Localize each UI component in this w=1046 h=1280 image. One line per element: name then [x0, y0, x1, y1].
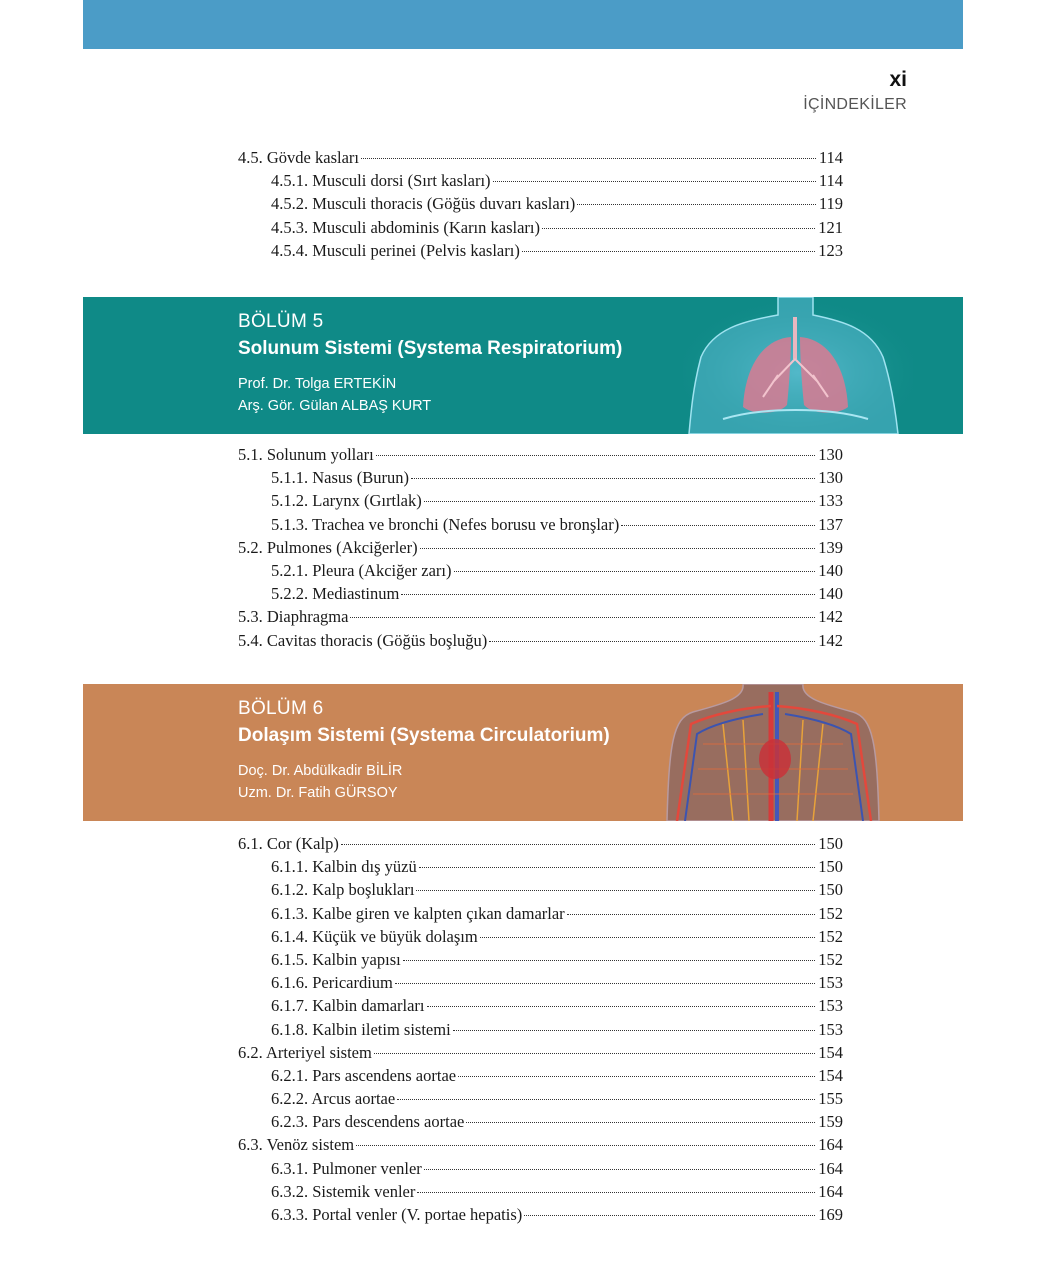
toc-entry [238, 538, 843, 561]
toc-entry [238, 1159, 843, 1182]
toc-entry-page: 133 [818, 491, 843, 511]
toc-entry-title: 6.3. Venöz sistem [238, 1135, 355, 1155]
toc-dot-leader [567, 914, 816, 915]
toc-entry-page: 139 [818, 537, 843, 557]
toc-entry [238, 1135, 843, 1158]
toc-entry-page: 153 [818, 996, 843, 1016]
toc-entry [238, 996, 843, 1019]
toc-dot-leader [424, 1169, 815, 1170]
toc-entry-page: 114 [818, 171, 843, 191]
toc-entry-page: 119 [818, 194, 843, 214]
toc-dot-leader [454, 571, 816, 572]
toc-dot-leader [458, 1076, 815, 1077]
toc-entry-title: 5.2. Pulmones (Akciğerler) [238, 537, 418, 557]
toc-section-top [238, 148, 843, 264]
toc-entry-page: 164 [818, 1181, 843, 1201]
toc-entry [238, 241, 843, 264]
toc-entry [238, 880, 843, 903]
toc-entry-title: 5.1.2. Larynx (Gırtlak) [271, 491, 422, 511]
toc-dot-leader [420, 548, 816, 549]
toc-entry [238, 561, 843, 584]
toc-dot-leader [427, 1006, 816, 1007]
toc-section-chapter-5 [238, 445, 843, 654]
toc-entry [238, 1205, 843, 1228]
toc-entry [238, 218, 843, 241]
toc-dot-leader [395, 983, 815, 984]
toc-dot-leader [453, 1030, 816, 1031]
toc-entry-page: 164 [818, 1135, 843, 1155]
toc-entry-title: 4.5.3. Musculi abdominis (Karın kasları) [271, 217, 540, 237]
chapter-6-author: Uzm. Dr. Fatih GÜRSOY [238, 785, 398, 801]
toc-section-chapter-6 [238, 834, 843, 1228]
toc-dot-leader [350, 617, 815, 618]
toc-entry-title: 6.1.2. Kalp boşlukları [271, 880, 415, 900]
toc-entry [238, 445, 843, 468]
toc-dot-leader [542, 228, 815, 229]
toc-entry-page: 140 [818, 584, 843, 604]
toc-entry-page: 159 [818, 1112, 843, 1132]
toc-entry [238, 973, 843, 996]
toc-entry-page: 154 [818, 1065, 843, 1085]
toc-dot-leader [401, 594, 815, 595]
toc-entry-page: 140 [818, 560, 843, 580]
toc-dot-leader [341, 844, 815, 845]
toc-entry-title: 6.3.3. Portal venler (V. portae hepatis) [271, 1205, 523, 1224]
toc-entry-title: 6.1. Cor (Kalp) [238, 834, 339, 853]
toc-entry-title: 6.1.8. Kalbin iletim sistemi [271, 1019, 451, 1039]
toc-dot-leader [522, 251, 815, 252]
toc-dot-leader [361, 158, 816, 159]
toc-dot-leader [417, 1192, 815, 1193]
toc-dot-leader [424, 501, 816, 502]
toc-entry-page: 121 [818, 217, 843, 237]
toc-entry-page: 153 [818, 1019, 843, 1039]
page-number: xi [889, 68, 907, 91]
toc-entry [238, 515, 843, 538]
toc-dot-leader [621, 525, 815, 526]
toc-entry-page: 152 [818, 949, 843, 969]
toc-entry [238, 834, 843, 857]
toc-entry-page: 150 [818, 834, 843, 853]
toc-entry-title: 5.2.2. Mediastinum [271, 584, 400, 604]
toc-dot-leader [411, 478, 815, 479]
toc-entry-title: 4.5.2. Musculi thoracis (Göğüs duvarı kasları) [271, 194, 576, 214]
toc-entry-page: 130 [818, 445, 843, 464]
toc-entry-page: 152 [818, 903, 843, 923]
chapter-5-title: Solunum Sistemi (Systema Respiratorium) [238, 338, 623, 359]
toc-entry [238, 950, 843, 973]
toc-dot-leader [397, 1099, 815, 1100]
toc-dot-leader [480, 937, 816, 938]
toc-entry [238, 171, 843, 194]
toc-entry [238, 1020, 843, 1043]
toc-dot-leader [416, 890, 815, 891]
chapter-5-author: Arş. Gör. Gülan ALBAŞ KURT [238, 398, 432, 414]
toc-entry-page: 150 [818, 857, 843, 877]
toc-dot-leader [374, 1053, 815, 1054]
toc-entry-page: 123 [818, 240, 843, 260]
chapter-5-banner [83, 297, 963, 434]
toc-entry-title: 6.3.1. Pulmoner venler [271, 1158, 422, 1178]
toc-dot-leader [403, 960, 816, 961]
chapter-6-title: Dolaşım Sistemi (Systema Circulatorium) [238, 725, 610, 746]
toc-entry [238, 857, 843, 880]
toc-entry-title: 5.1.3. Trachea ve bronchi (Nefes borusu ve bronşlar) [271, 514, 620, 534]
toc-entry [238, 631, 843, 654]
toc-entry-page: 130 [818, 468, 843, 488]
toc-entry-title: 6.1.6. Pericardium [271, 973, 393, 993]
toc-entry-title: 5.4. Cavitas thoracis (Göğüs boşluğu) [238, 630, 488, 650]
running-title: İÇİNDEKİLER [803, 96, 907, 113]
toc-dot-leader [356, 1145, 815, 1146]
lungs-anatomy-icon [683, 297, 913, 434]
toc-entry [238, 927, 843, 950]
toc-entry-title: 6.3.2. Sistemik venler [271, 1181, 416, 1201]
chapter-6-author: Doç. Dr. Abdülkadir BİLİR [238, 763, 403, 779]
toc-entry-title: 6.2. Arteriyel sistem [238, 1042, 372, 1062]
toc-entry [238, 904, 843, 927]
toc-dot-leader [524, 1215, 815, 1216]
toc-entry [238, 468, 843, 491]
toc-entry-page: 150 [818, 880, 843, 900]
toc-entry-title: 5.2.1. Pleura (Akciğer zarı) [271, 560, 452, 580]
toc-entry-page: 142 [818, 630, 843, 650]
chapter-6-banner [83, 684, 963, 821]
toc-entry-title: 5.1. Solunum yolları [238, 445, 374, 464]
chapter-5-author: Prof. Dr. Tolga ERTEKİN [238, 376, 397, 392]
toc-entry-page: 137 [818, 514, 843, 534]
toc-entry-title: 6.2.3. Pars descendens aortae [271, 1112, 465, 1132]
toc-entry-page: 153 [818, 973, 843, 993]
toc-entry [238, 1112, 843, 1135]
toc-entry [238, 148, 843, 171]
toc-dot-leader [466, 1122, 815, 1123]
toc-dot-leader [493, 181, 816, 182]
toc-entry [238, 194, 843, 217]
toc-dot-leader [489, 641, 815, 642]
toc-entry-page: 154 [818, 1042, 843, 1062]
toc-entry-page: 155 [818, 1089, 843, 1109]
toc-entry-title: 4.5.1. Musculi dorsi (Sırt kasları) [271, 171, 491, 191]
toc-entry-page: 152 [818, 926, 843, 946]
toc-entry-title: 6.2.2. Arcus aortae [271, 1089, 396, 1109]
toc-dot-leader [376, 455, 816, 456]
toc-entry [238, 1043, 843, 1066]
toc-entry-title: 6.2.1. Pars ascendens aortae [271, 1065, 457, 1085]
toc-entry-title: 4.5. Gövde kasları [238, 148, 359, 167]
toc-entry-title: 6.1.5. Kalbin yapısı [271, 949, 401, 969]
top-color-bar [83, 0, 963, 49]
toc-entry-title: 6.1.7. Kalbin damarları [271, 996, 425, 1016]
toc-entry [238, 1182, 843, 1205]
chapter-6-label: BÖLÜM 6 [238, 698, 324, 719]
toc-entry-title: 6.1.3. Kalbe giren ve kalpten çıkan damarlar [271, 903, 565, 923]
toc-entry-page: 164 [818, 1158, 843, 1178]
toc-entry-page: 114 [818, 148, 843, 167]
circulatory-system-icon [663, 684, 883, 821]
toc-entry-page: 169 [818, 1205, 843, 1224]
toc-entry [238, 1089, 843, 1112]
toc-entry-page: 142 [818, 607, 843, 627]
toc-entry-title: 5.3. Diaphragma [238, 607, 349, 627]
toc-dot-leader [577, 204, 816, 205]
toc-entry [238, 584, 843, 607]
toc-entry-title: 6.1.1. Kalbin dış yüzü [271, 857, 417, 877]
toc-dot-leader [419, 867, 816, 868]
toc-entry-title: 6.1.4. Küçük ve büyük dolaşım [271, 926, 478, 946]
chapter-5-label: BÖLÜM 5 [238, 311, 324, 332]
toc-entry [238, 491, 843, 514]
toc-entry-title: 5.1.1. Nasus (Burun) [271, 468, 409, 488]
toc-entry [238, 607, 843, 630]
toc-entry-title: 4.5.4. Musculi perinei (Pelvis kasları) [271, 240, 520, 260]
toc-entry [238, 1066, 843, 1089]
